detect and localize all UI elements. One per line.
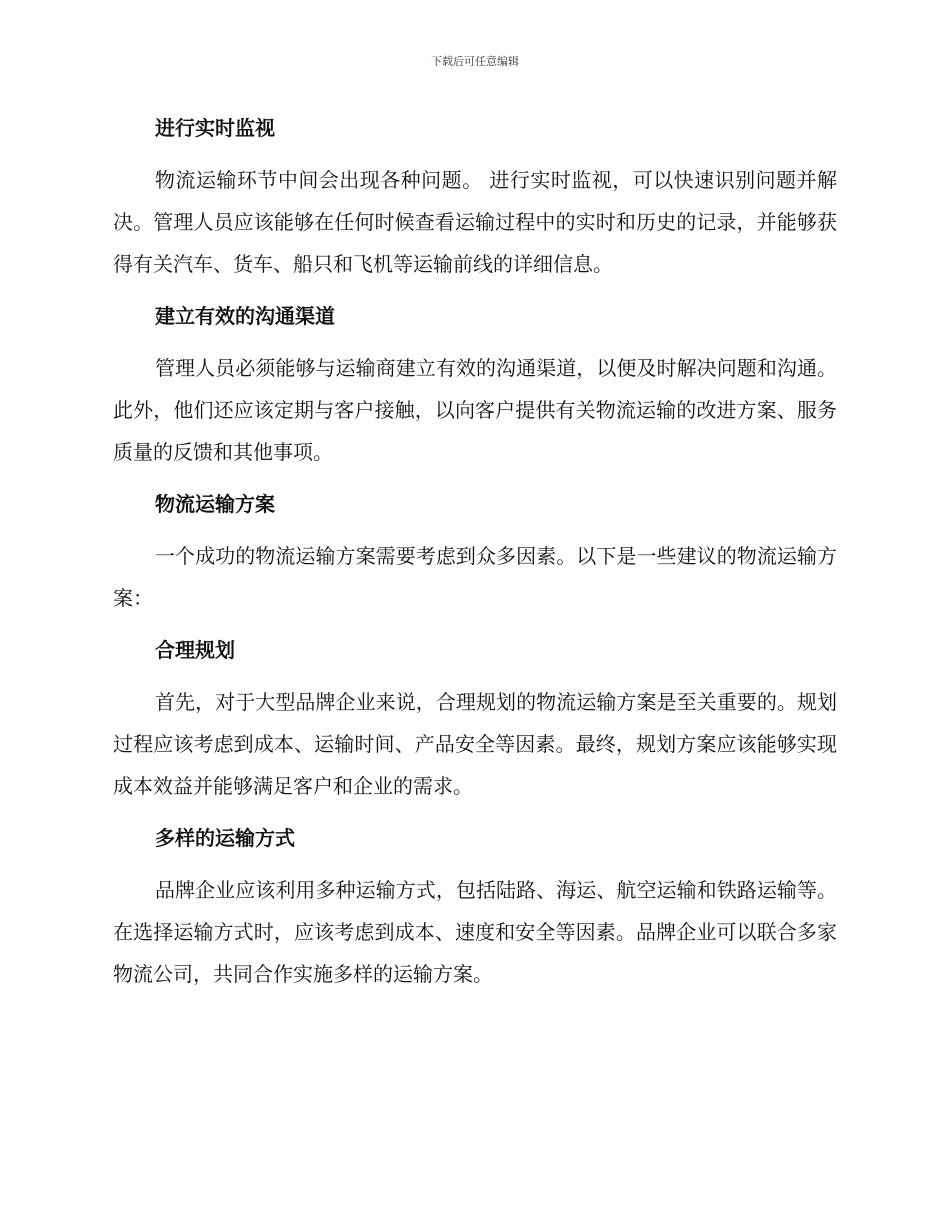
document-body	[113, 108, 837, 1006]
section-paragraph: 一个成功的物流运输方案需要考虑到众多因素。以下是一些建议的物流运输方案：	[113, 544, 837, 610]
section-realtime-monitoring	[113, 108, 837, 285]
section-logistics-plan	[113, 484, 837, 619]
section-paragraph: 品牌企业应该利用多种运输方式，包括陆路、海运、航空运输和铁路运输等。在选择运输方式时，应该考虑到成本、速度和安全等因素。品牌企业可以联合多家物流公司，共同合作实施多样的运输方案。	[113, 878, 837, 986]
section-communication-channels	[113, 296, 837, 473]
section-paragraph: 首先，对于大型品牌企业来说，合理规划的物流运输方案是至关重要的。规划过程应该考虑到成本、运输时间、产品安全等因素。最终，规划方案应该能够实现成本效益并能够满足客户和企业的需求。	[113, 690, 837, 798]
section-heading: 物流运输方案	[155, 492, 275, 516]
section-heading: 建立有效的沟通渠道	[155, 304, 335, 328]
section-reasonable-planning	[113, 630, 837, 807]
section-heading: 进行实时监视	[155, 116, 275, 140]
section-heading: 合理规划	[155, 638, 235, 662]
page-header: 下载后可任意编辑	[431, 55, 519, 68]
section-heading: 多样的运输方式	[155, 826, 295, 850]
section-diverse-transport	[113, 818, 837, 995]
section-paragraph: 管理人员必须能够与运输商建立有效的沟通渠道，以便及时解决问题和沟通。此外，他们还应该定期与客户接触，以向客户提供有关物流运输的改进方案、服务质量的反馈和其他事项。	[113, 356, 837, 464]
section-paragraph: 物流运输环节中间会出现各种问题。 进行实时监视，可以快速识别问题并解决。管理人员应该能够在任何时候查看运输过程中的实时和历史的记录，并能够获得有关汽车、货车、船只和飞机等运输前线的详细信息。	[113, 168, 837, 276]
